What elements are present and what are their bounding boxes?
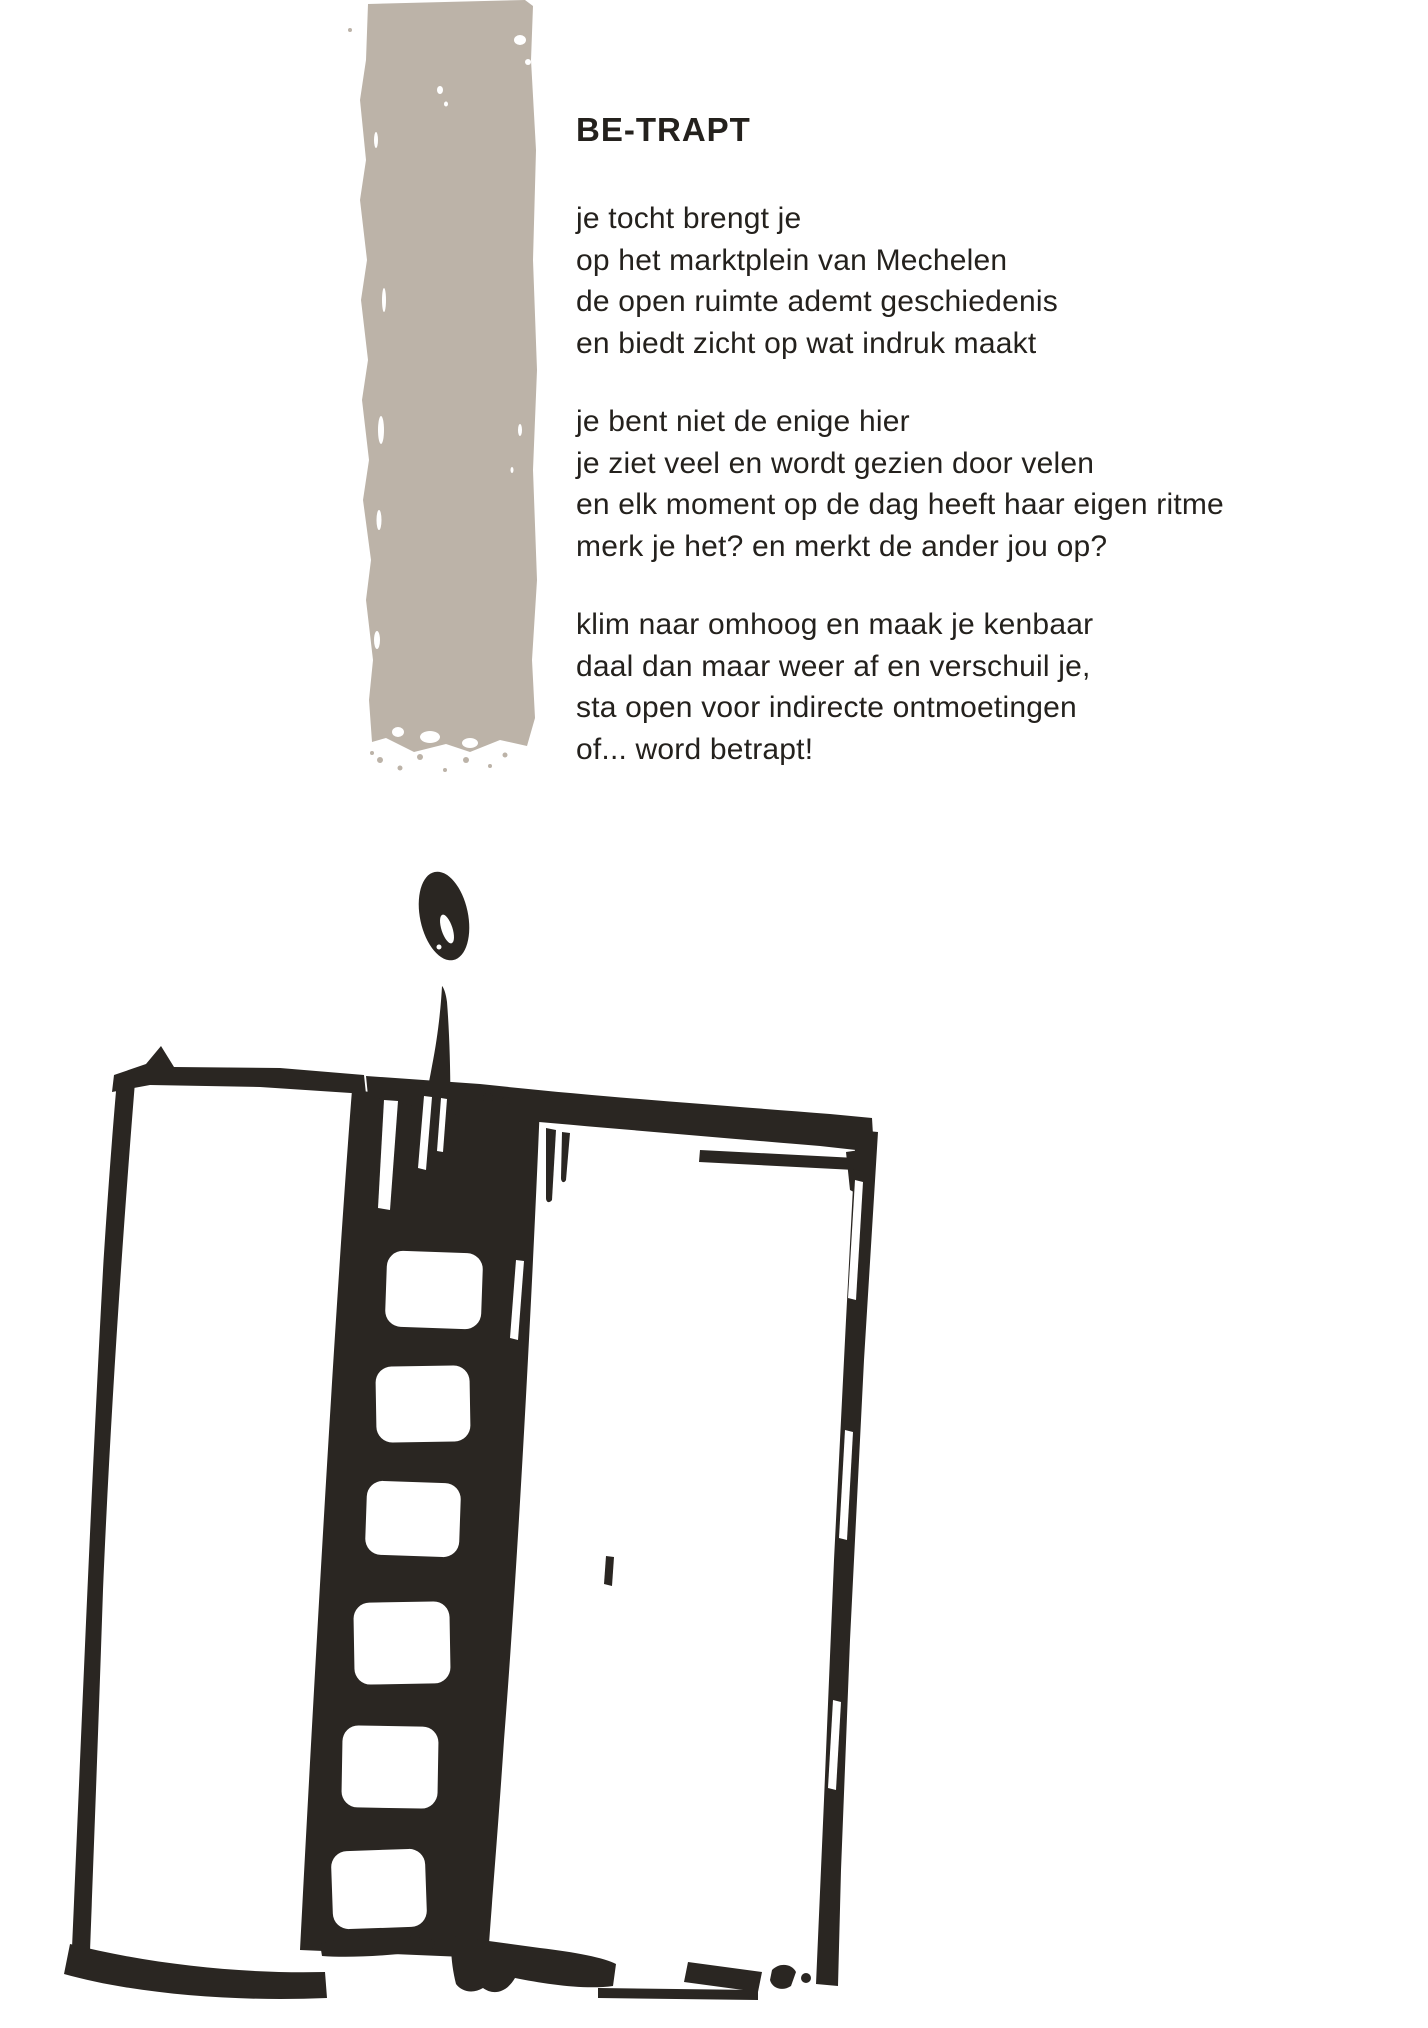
- poem-line: en elk moment op de dag heeft haar eigen ritme: [576, 488, 1224, 521]
- poem-stanza: [576, 198, 1296, 364]
- left-roof-shape: [112, 1046, 366, 1094]
- ink-white-cuts: [331, 913, 863, 1930]
- right-wall-edge: [816, 1130, 878, 1986]
- tower-ladder-sketch-illustration: [60, 860, 900, 2005]
- poem-line: je tocht brengt je: [576, 202, 802, 235]
- poem-line: merk je het? en merkt de ander jou op?: [576, 529, 1108, 563]
- brush-stroke-body: [348, 0, 537, 772]
- poem-line: sta open voor indirecte ontmoetingen: [576, 691, 1077, 724]
- poem-line: je bent niet de enige hier: [576, 405, 910, 438]
- poem-line: daal dan maar weer af en verschuil je,: [576, 649, 1091, 683]
- poem-line: klim naar omhoog en maak je kenbaar: [576, 608, 1094, 641]
- poem-line: je ziet veel en wordt gezien door velen: [576, 446, 1095, 480]
- poem-title: BE-TRAPT: [576, 111, 751, 148]
- poem-line: en biedt zicht op wat indruk maakt: [576, 326, 1037, 360]
- poem-stanza: [576, 604, 1296, 770]
- poem-block: [576, 112, 1296, 770]
- poem-stanza: [576, 401, 1296, 567]
- poem-line: op het marktplein van Mechelen: [576, 243, 1008, 277]
- poem-line: de open ruimte ademt geschiedenis: [576, 285, 1058, 318]
- brush-stroke-graphic: [340, 0, 560, 800]
- ink-shapes: [64, 867, 878, 2000]
- left-wall-edge: [72, 1080, 135, 1952]
- poem-line: of... word betrapt!: [576, 732, 814, 766]
